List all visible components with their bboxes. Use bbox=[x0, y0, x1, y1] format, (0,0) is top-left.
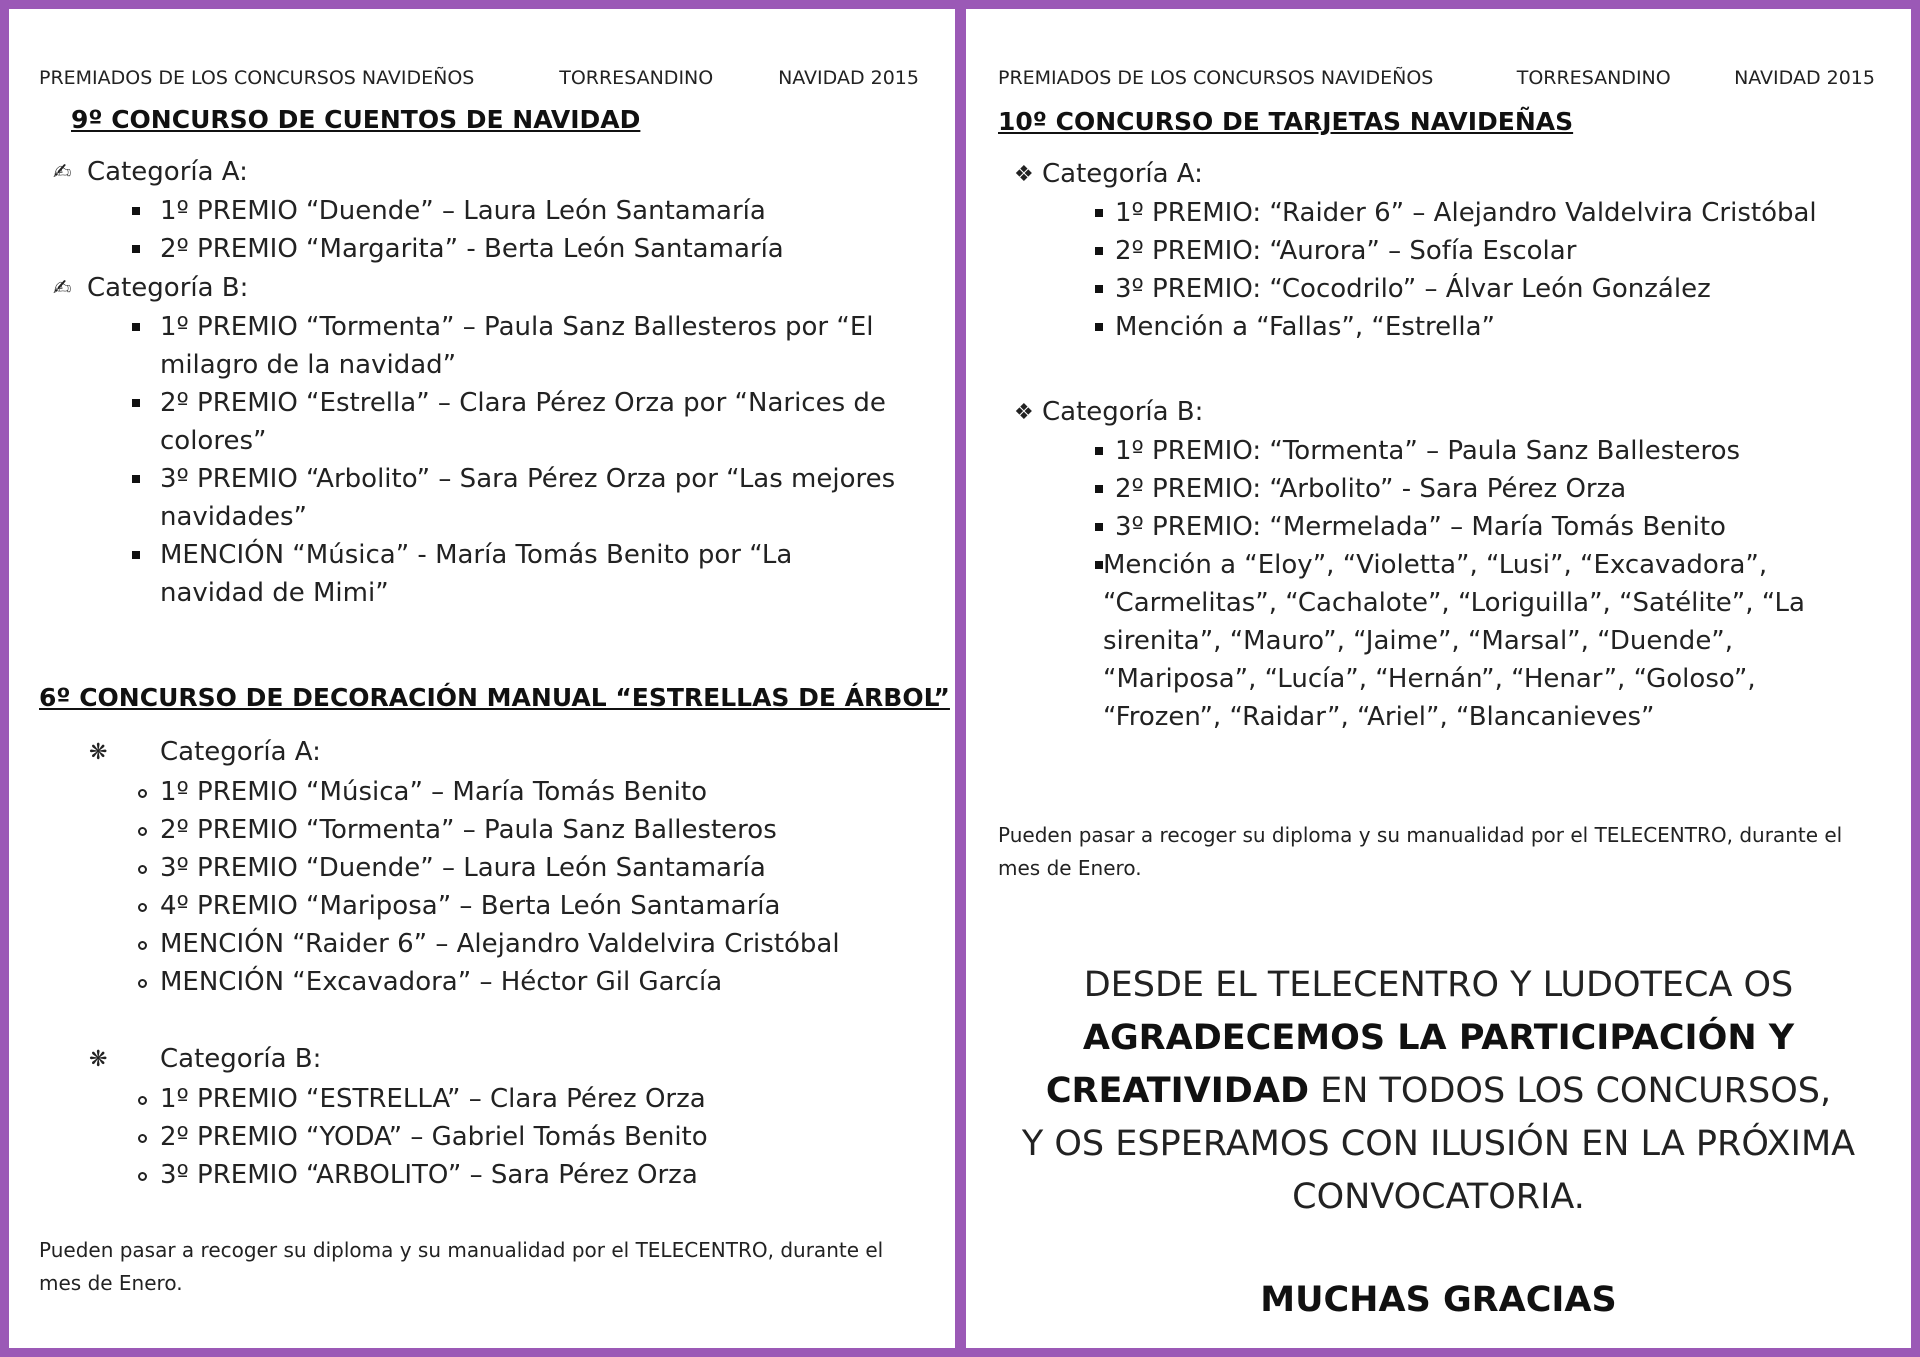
list-item bbox=[160, 963, 920, 1001]
thanks-line: Y OS ESPERAMOS CON ILUSIÓN EN LA PRÓXIMA bbox=[1021, 1124, 1856, 1164]
circle-bullet bbox=[138, 827, 147, 836]
item-text: 3º PREMIO “ARBOLITO” – Sara Pérez Orza bbox=[160, 1160, 698, 1190]
item-text: 2º PREMIO “Margarita” - Berta León Santamaría bbox=[160, 234, 784, 264]
square-bullet bbox=[132, 399, 140, 407]
section-title-cuentos: 9º CONCURSO DE CUENTOS DE NAVIDAD bbox=[71, 105, 641, 134]
list-item bbox=[1115, 308, 1875, 346]
category-b-list bbox=[160, 308, 900, 612]
pen-icon: ✍ bbox=[53, 275, 72, 301]
item-text: 1º PREMIO “Tormenta” – Paula Sanz Ballesteros por “El milagro de la navidad” bbox=[160, 312, 874, 380]
item-text: 2º PREMIO “Tormenta” – Paula Sanz Ballesteros bbox=[160, 815, 777, 845]
pen-icon: ✍ bbox=[53, 159, 72, 185]
thanks-message bbox=[966, 959, 1911, 1224]
list-item bbox=[160, 384, 900, 460]
category-a-heading bbox=[53, 157, 248, 187]
category-a-heading bbox=[89, 737, 321, 767]
snowflake-icon: ❋ bbox=[89, 1046, 108, 1072]
square-bullet bbox=[132, 475, 140, 483]
item-text: MENCIÓN “Música” - María Tomás Benito por “La navidad de Mimi” bbox=[160, 540, 793, 608]
category-label: Categoría A: bbox=[87, 157, 248, 187]
category-a-list bbox=[160, 192, 900, 268]
item-text: 1º PREMIO: “Tormenta” – Paula Sanz Ballesteros bbox=[1115, 436, 1741, 466]
header-place: TORRESANDINO bbox=[1516, 67, 1671, 89]
category-b-list bbox=[160, 1080, 920, 1194]
section-title-tarjetas: 10º CONCURSO DE TARJETAS NAVIDEÑAS bbox=[998, 107, 1574, 136]
thanks-text: EN TODOS LOS CONCURSOS, bbox=[1309, 1071, 1832, 1111]
item-text: 2º PREMIO “YODA” – Gabriel Tomás Benito bbox=[160, 1122, 708, 1152]
category-b-heading bbox=[89, 1044, 321, 1074]
list-item bbox=[160, 308, 900, 384]
square-bullet bbox=[1095, 447, 1103, 455]
header-title: PREMIADOS DE LOS CONCURSOS NAVIDEÑOS bbox=[39, 67, 475, 89]
header-title: PREMIADOS DE LOS CONCURSOS NAVIDEÑOS bbox=[998, 67, 1434, 89]
square-bullet bbox=[1095, 285, 1103, 293]
item-text: 3º PREMIO “Arbolito” – Sara Pérez Orza por “Las mejores navidades” bbox=[160, 464, 896, 532]
thanks-line bbox=[966, 1012, 1911, 1065]
thanks-line: DESDE EL TELECENTRO Y LUDOTECA OS bbox=[1083, 965, 1794, 1005]
category-a-list bbox=[160, 773, 920, 1001]
item-text: 2º PREMIO “Estrella” – Clara Pérez Orza por “Narices de colores” bbox=[160, 388, 886, 456]
circle-bullet bbox=[138, 941, 147, 950]
section-title-decoracion: 6º CONCURSO DE DECORACIÓN MANUAL “ESTRELLAS DE ÁRBOL” bbox=[39, 683, 950, 712]
thanks-line: CONVOCATORIA. bbox=[1292, 1177, 1585, 1217]
category-label: Categoría A: bbox=[1042, 159, 1203, 189]
square-bullet bbox=[132, 207, 140, 215]
snowflake-icon: ❋ bbox=[89, 739, 108, 765]
header-place: TORRESANDINO bbox=[559, 67, 714, 89]
square-bullet bbox=[132, 551, 140, 559]
circle-bullet bbox=[138, 903, 147, 912]
list-item bbox=[160, 1118, 920, 1156]
list-item bbox=[1115, 432, 1805, 470]
item-text: Mención a “Fallas”, “Estrella” bbox=[1115, 312, 1495, 342]
item-text: 1º PREMIO “ESTRELLA” – Clara Pérez Orza bbox=[160, 1084, 706, 1114]
item-text: 1º PREMIO: “Raider 6” – Alejandro Valdelvira Cristóbal bbox=[1115, 198, 1817, 228]
square-bullet bbox=[1095, 209, 1103, 217]
item-text: 3º PREMIO “Duende” – Laura León Santamaría bbox=[160, 853, 766, 883]
page-header bbox=[39, 67, 919, 89]
category-a-list bbox=[1115, 194, 1875, 346]
item-text: 4º PREMIO “Mariposa” – Berta León Santamaría bbox=[160, 891, 781, 921]
closing-text bbox=[966, 1274, 1911, 1327]
square-bullet bbox=[1095, 561, 1103, 569]
square-bullet bbox=[1095, 323, 1103, 331]
category-label: Categoría B: bbox=[1042, 397, 1204, 427]
list-item bbox=[160, 811, 920, 849]
category-label: Categoría B: bbox=[87, 273, 249, 303]
list-item bbox=[160, 230, 900, 268]
circle-bullet bbox=[138, 865, 147, 874]
list-item bbox=[160, 1080, 920, 1118]
diamond-icon: ❖ bbox=[1014, 399, 1034, 425]
item-text: 3º PREMIO: “Mermelada” – María Tomás Benito bbox=[1115, 512, 1726, 542]
list-item bbox=[1115, 270, 1875, 308]
circle-bullet bbox=[138, 1096, 147, 1105]
pickup-note: Pueden pasar a recoger su diploma y su manualidad por el TELECENTRO, durante el mes de Enero. bbox=[998, 823, 1843, 880]
square-bullet bbox=[1095, 485, 1103, 493]
list-item bbox=[160, 460, 900, 536]
category-b-list bbox=[1103, 432, 1805, 736]
square-bullet bbox=[132, 323, 140, 331]
closing-label: MUCHAS GRACIAS bbox=[1260, 1280, 1617, 1320]
thanks-bold: CREATIVIDAD bbox=[1045, 1071, 1309, 1111]
circle-bullet bbox=[138, 979, 147, 988]
list-item bbox=[1115, 194, 1875, 232]
list-item bbox=[160, 536, 900, 612]
diamond-icon: ❖ bbox=[1014, 161, 1034, 187]
category-b-heading bbox=[53, 273, 248, 303]
list-item bbox=[1115, 232, 1875, 270]
list-item bbox=[1115, 470, 1805, 508]
item-text: 2º PREMIO: “Aurora” – Sofía Escolar bbox=[1115, 236, 1577, 266]
circle-bullet bbox=[138, 1172, 147, 1181]
left-page bbox=[9, 9, 955, 1348]
list-item bbox=[160, 192, 900, 230]
header-edition: NAVIDAD 2015 bbox=[778, 67, 919, 89]
list-item bbox=[160, 849, 920, 887]
category-label: Categoría A: bbox=[160, 737, 321, 767]
pickup-note: Pueden pasar a recoger su diploma y su manualidad por el TELECENTRO, durante el mes de Enero. bbox=[39, 1238, 884, 1295]
category-a-heading bbox=[1014, 159, 1203, 189]
list-item bbox=[160, 925, 920, 963]
square-bullet bbox=[1095, 247, 1103, 255]
item-text: 1º PREMIO “Duende” – Laura León Santamaría bbox=[160, 196, 766, 226]
category-label: Categoría B: bbox=[160, 1044, 322, 1074]
thanks-line bbox=[966, 1065, 1911, 1118]
thanks-bold: AGRADECEMOS LA PARTICIPACIÓN Y bbox=[1082, 1018, 1795, 1058]
header-edition: NAVIDAD 2015 bbox=[1734, 67, 1875, 89]
list-item bbox=[160, 1156, 920, 1194]
square-bullet bbox=[132, 245, 140, 253]
list-item bbox=[1103, 546, 1805, 736]
square-bullet bbox=[1095, 523, 1103, 531]
circle-bullet bbox=[138, 1134, 147, 1143]
item-text: Mención a “Eloy”, “Violetta”, “Lusi”, “Excavadora”, “Carmelitas”, “Cachalote”, “Loriguilla”, “Satélite”, “La sirenita”, “Mauro”, “Jaime”, “Marsal”, “Duende”, “Mariposa”, “Lucía”, “Hernán”, “Henar”, “Goloso”, “Frozen”, “Raidar”, “Ariel”, “Blancanieves” bbox=[1103, 550, 1805, 732]
item-text: MENCIÓN “Raider 6” – Alejandro Valdelvira Cristóbal bbox=[160, 929, 840, 959]
circle-bullet bbox=[138, 789, 147, 798]
item-text: MENCIÓN “Excavadora” – Héctor Gil García bbox=[160, 967, 723, 997]
item-text: 3º PREMIO: “Cocodrilo” – Álvar León González bbox=[1115, 274, 1711, 304]
category-b-heading bbox=[1014, 397, 1203, 427]
list-item bbox=[160, 887, 920, 925]
item-text: 2º PREMIO: “Arbolito” - Sara Pérez Orza bbox=[1115, 474, 1627, 504]
right-page bbox=[966, 9, 1911, 1348]
page-header bbox=[998, 67, 1875, 89]
list-item bbox=[160, 773, 920, 811]
list-item bbox=[1115, 508, 1805, 546]
item-text: 1º PREMIO “Música” – María Tomás Benito bbox=[160, 777, 707, 807]
